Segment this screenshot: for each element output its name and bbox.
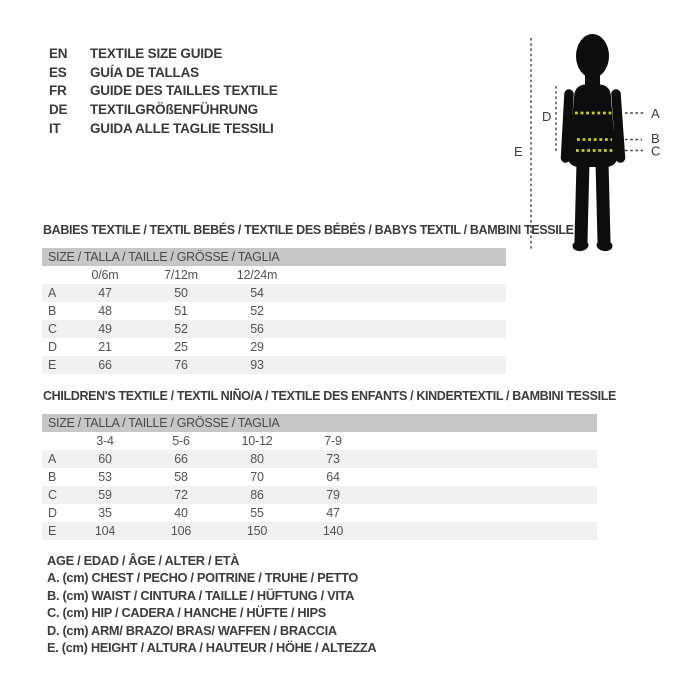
cell: 140 [322, 524, 344, 538]
babies-size-table [42, 248, 506, 374]
cell: 35 [98, 506, 112, 520]
legend-item-chest: A. (cm) CHEST / PECHO / POITRINE / TRUHE / PETTO [47, 570, 359, 586]
language-row-de [49, 100, 278, 119]
cell: 49 [98, 322, 112, 336]
cell: 25 [174, 340, 188, 354]
cell: 47 [326, 506, 340, 520]
legend-item-hip: C. (cm) HIP / CADERA / HANCHE / HÜFTE / HIPS [47, 605, 327, 621]
language-code: ES [49, 64, 67, 80]
measure-label-b: B [651, 131, 660, 146]
table-row [42, 338, 506, 356]
legend-title: AGE / EDAD / ÂGE / ALTER / ETÀ [47, 553, 240, 568]
column-header: 0/6m [91, 268, 119, 282]
column-header: 10-12 [241, 434, 273, 448]
children-size-table [42, 414, 597, 540]
column-header-row [42, 432, 597, 450]
row-label: A [48, 286, 57, 300]
cell: 50 [174, 286, 188, 300]
language-title: GUIDE DES TAILLES TEXTILE [90, 83, 278, 99]
cell: 52 [250, 304, 264, 318]
measure-label-a: A [651, 106, 660, 121]
cell: 72 [174, 488, 188, 502]
language-title: TEXTILE SIZE GUIDE [90, 45, 223, 61]
language-title: GUÍA DE TALLAS [90, 64, 199, 80]
table-row [42, 486, 597, 504]
language-title: TEXTILGRÖßENFÜHRUNG [90, 102, 258, 118]
column-header: 3-4 [96, 434, 114, 448]
silhouette-torso [567, 85, 618, 168]
cell: 48 [98, 304, 112, 318]
table-row [42, 320, 506, 338]
cell: 60 [98, 452, 112, 466]
table-row [42, 284, 506, 302]
cell: 66 [98, 358, 112, 372]
cell: 79 [326, 488, 340, 502]
column-header: 7-9 [324, 434, 342, 448]
language-title: GUIDA ALLE TAGLIE TESSILI [90, 120, 274, 136]
cell: 80 [250, 452, 264, 466]
cell: 58 [174, 470, 188, 484]
cell: 70 [250, 470, 264, 484]
measurement-legend [47, 552, 376, 656]
size-header-row: SIZE / TALLA / TAILLE / GRÖSSE / TAGLIA [42, 414, 597, 432]
row-label: E [48, 524, 57, 538]
row-label: C [48, 322, 57, 336]
legend-item-height: E. (cm) HEIGHT / ALTURA / HAUTEUR / HÖHE / ALTEZZA [47, 640, 377, 656]
column-header-row [42, 266, 506, 284]
column-header: 12/24m [236, 268, 278, 282]
silhouette-right-leg [602, 162, 604, 241]
children-section-heading: CHILDREN'S TEXTILE / TEXTIL NIÑO/A / TEXTILE DES ENFANTS / KINDERTEXTIL / BAMBINI TESSILE [43, 389, 617, 403]
language-row-en [49, 44, 278, 63]
legend-item-arm: D. (cm) ARM/ BRAZO/ BRAS/ WAFFEN / BRACCIA [47, 622, 337, 638]
silhouette-left-leg [581, 162, 583, 241]
cell: 76 [174, 358, 188, 372]
measure-label-d: D [542, 109, 552, 124]
size-header-row: SIZE / TALLA / TAILLE / GRÖSSE / TAGLIA [42, 248, 506, 266]
table-row [42, 522, 597, 540]
language-code: FR [49, 83, 67, 99]
row-label: D [48, 340, 57, 354]
cell: 51 [174, 304, 188, 318]
measure-label-c: C [651, 143, 661, 159]
cell: 53 [98, 470, 112, 484]
row-label: E [48, 358, 57, 372]
legend-item-waist: B. (cm) WAIST / CINTURA / TAILLE / HÜFTUNG / VITA [47, 587, 355, 603]
column-header: 5-6 [172, 434, 190, 448]
table-row [42, 302, 506, 320]
language-row-it [49, 119, 278, 138]
column-header: 7/12m [164, 268, 198, 282]
cell: 47 [98, 286, 112, 300]
silhouette-left-arm [566, 94, 570, 158]
cell: 21 [98, 340, 112, 354]
cell: 106 [170, 524, 192, 538]
language-title-block [49, 44, 278, 138]
language-code: DE [49, 102, 68, 118]
row-label: D [48, 506, 57, 520]
silhouette-right-arm [616, 94, 621, 158]
cell: 64 [326, 470, 340, 484]
cell: 55 [250, 506, 264, 520]
babies-section-heading: BABIES TEXTILE / TEXTIL BEBÉS / TEXTILE DES BÉBÉS / BABYS TEXTIL / BAMBINI TESSILE [43, 223, 574, 237]
row-label: B [48, 304, 57, 318]
measure-label-e: E [514, 144, 523, 159]
cell: 54 [250, 286, 264, 300]
language-row-fr [49, 82, 278, 101]
cell: 56 [250, 322, 264, 336]
cell: 52 [174, 322, 188, 336]
row-label: A [48, 452, 57, 466]
table-row [42, 504, 597, 522]
cell: 150 [246, 524, 268, 538]
cell: 59 [98, 488, 112, 502]
language-code: EN [49, 45, 68, 61]
child-silhouette [566, 34, 621, 252]
cell: 93 [250, 358, 264, 372]
cell: 40 [174, 506, 188, 520]
row-label: B [48, 470, 57, 484]
language-code: IT [49, 120, 61, 136]
cell: 73 [326, 452, 340, 466]
table-row [42, 356, 506, 374]
cell: 29 [250, 340, 264, 354]
table-row [42, 468, 597, 486]
table-row [42, 450, 597, 468]
cell: 104 [94, 524, 116, 538]
language-row-es [49, 63, 278, 82]
cell: 66 [174, 452, 188, 466]
row-label: C [48, 488, 57, 502]
cell: 86 [250, 488, 264, 502]
